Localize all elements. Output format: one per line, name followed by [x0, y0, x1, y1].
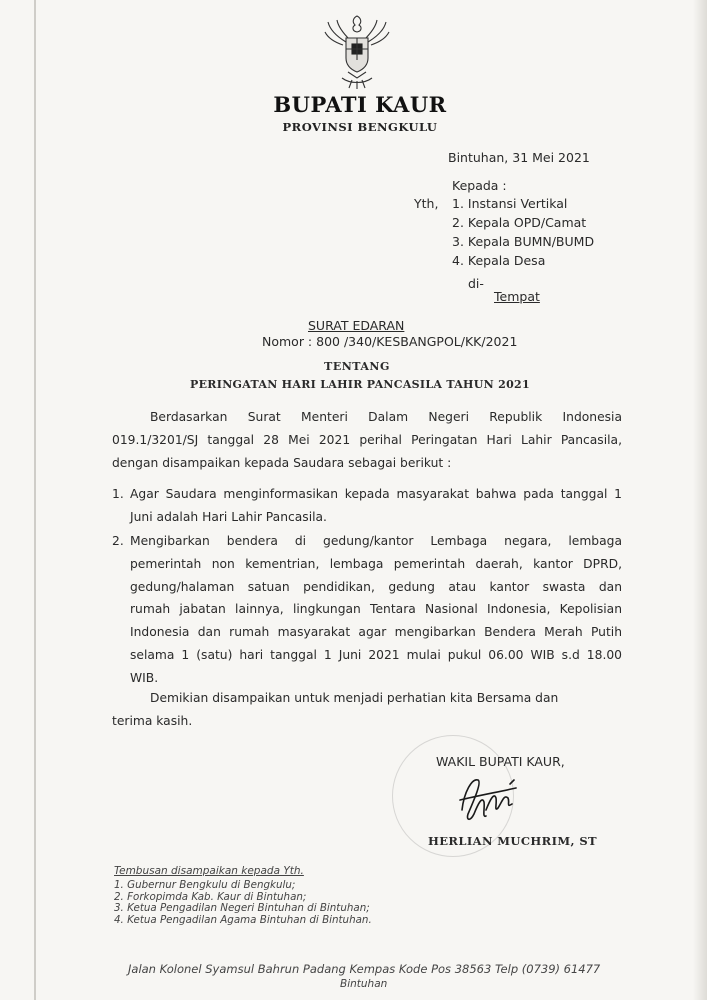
recipient-salutation: Yth,: [414, 196, 439, 211]
cc-item: 2. Forkopimda Kab. Kaur di Bintuhan;: [114, 890, 307, 903]
handwritten-signature: [452, 770, 532, 830]
letter-tentang: TENTANG: [324, 360, 390, 373]
intro-line: dengan disampaikan kepada Saudara sebagai berikut :: [112, 455, 452, 470]
letterhead-title: BUPATI KAUR: [273, 92, 447, 117]
signatory-position: WAKIL BUPATI KAUR,: [436, 754, 565, 769]
cc-item: 4. Ketua Pengadilan Agama Bintuhan di Bintuhan.: [114, 913, 372, 926]
point-number: 2.: [112, 534, 124, 548]
closing-line: terima kasih.: [112, 713, 193, 728]
point-line: Indonesia dan rumah masyarakat agar mengibarkan Bendera Merah Putih: [130, 625, 622, 640]
point-line: Agar Saudara menginformasikan kepada masyarakat bahwa pada tanggal 1: [130, 487, 622, 501]
cc-item: 3. Ketua Pengadilan Negeri Bintuhan di Bintuhan;: [114, 902, 370, 914]
point-line: rumah jabatan lainnya, lingkungan Tentara Nasional Indonesia, Kepolisian: [130, 602, 622, 617]
intro-paragraph: [112, 406, 622, 474]
recipient-di: di-: [468, 276, 484, 291]
intro-line: Berdasarkan Surat Menteri Dalam Negeri Republik Indonesia: [150, 410, 622, 424]
cc-list: [114, 880, 372, 926]
closing-line: Demikian disampaikan untuk menjadi perhatian kita Bersama dan: [150, 691, 559, 705]
letter-subject: PERINGATAN HARI LAHIR PANCASILA TAHUN 2021: [190, 378, 530, 391]
letter-type: SURAT EDARAN: [308, 318, 405, 333]
cc-item: 1. Gubernur Bengkulu di Bengkulu;: [114, 879, 296, 891]
cc-heading: Tembusan disampaikan kepada Yth.: [114, 865, 304, 877]
point-line: Mengibarkan bendera di gedung/kantor Lembaga negara, lembaga: [130, 534, 622, 548]
point-line: gedung/halaman satuan pendidikan, gedung atau kantor swasta dan: [130, 579, 622, 594]
closing-paragraph: [112, 687, 622, 733]
letter-date: Bintuhan, 31 Mei 2021: [448, 150, 590, 165]
paper-fold-line: [34, 0, 36, 1000]
recipient-place: Tempat: [494, 289, 540, 304]
recipient-item: 3. Kepala BUMN/BUMD: [452, 234, 595, 249]
footer-city: Bintuhan: [340, 978, 388, 990]
intro-line: 019.1/3201/SJ tanggal 28 Mei 2021 perihal Peringatan Hari Lahir Pancasila,: [112, 432, 622, 447]
footer-address: Jalan Kolonel Syamsul Bahrun Padang Kempas Kode Pos 38563 Telp (0739) 61477: [128, 962, 601, 976]
recipient-item: 4. Kepala Desa: [452, 253, 546, 268]
point-line: Juni adalah Hari Lahir Pancasila.: [130, 509, 327, 524]
point-line: WIB.: [130, 670, 159, 685]
point-number: 1.: [112, 487, 124, 501]
letter-number: Nomor : 800 /340/KESBANGPOL/KK/2021: [262, 334, 518, 349]
garuda-emblem-icon: [322, 12, 392, 90]
recipient-item: 2. Kepala OPD/Camat: [452, 215, 587, 230]
paper-edge-shadow: [693, 0, 707, 1000]
point-line: selama 1 (satu) hari tanggal 1 Juni 2021 mulai pukul 06.00 WIB s.d 18.00: [130, 647, 622, 662]
letterhead-subtitle: PROVINSI BENGKULU: [282, 120, 438, 134]
recipient-item: 1. Instansi Vertikal: [452, 196, 568, 211]
point-line: pemerintah non kementrian, lembaga pemerintah daerah, kantor DPRD,: [130, 556, 622, 571]
signatory-name: HERLIAN MUCHRIM, ST: [428, 834, 598, 848]
recipient-label: Kepada :: [452, 178, 507, 193]
